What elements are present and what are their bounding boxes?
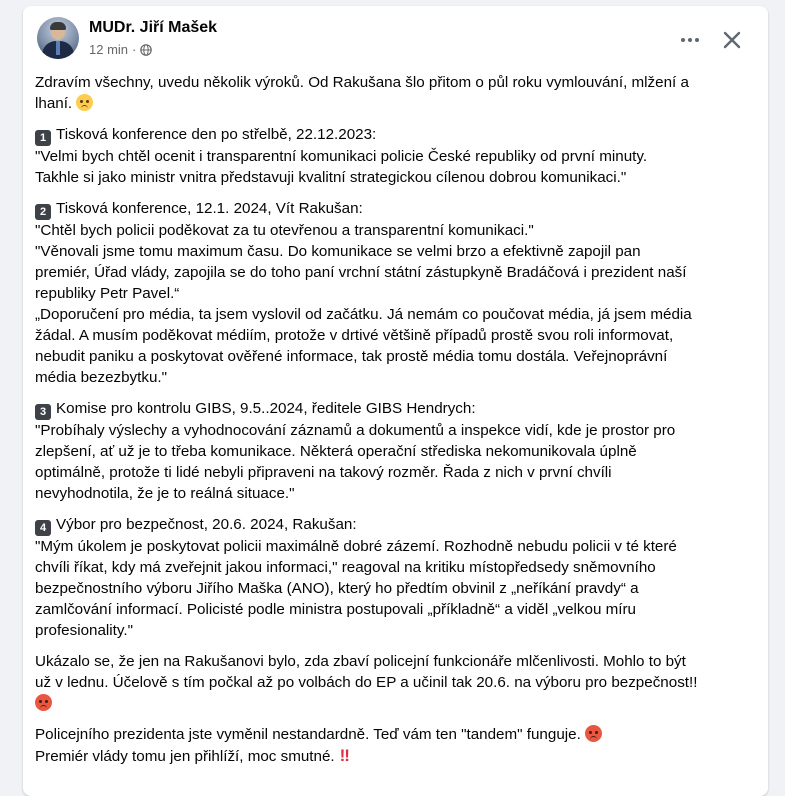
line-text: Tisková konference den po střelbě, 22.12.2023: <box>56 126 377 143</box>
line-text: optimálně, protože ti lidé nebyli připraveni na takový rozměr. Řada z nich v první chvíli <box>35 464 612 481</box>
post-paragraph <box>35 724 760 767</box>
line-text: chvíli říkat, kdy má zveřejnit jakou informaci," reagoval na kritiku místopředsedy sněmovního <box>35 559 656 576</box>
text-line <box>35 536 760 557</box>
text-line <box>35 346 760 367</box>
line-text: zlepšení, ať už je to třeba komunikace. Některá operační střediska nekomunikovala úplně <box>35 443 637 460</box>
line-text: bezpečnostního výboru Jiřího Maška (ANO), který ho předtím obvinil z „neříkání pravdy“ a <box>35 580 639 597</box>
worried-face-icon <box>76 94 93 111</box>
author-avatar[interactable] <box>37 17 79 59</box>
line-text: "Probíhaly výslechy a vyhodnocování záznamů a dokumentů a inspekce vidí, kde je prostor pro <box>35 422 676 439</box>
text-line <box>35 304 760 325</box>
text-line <box>35 124 760 146</box>
line-text: lhaní. <box>35 95 73 112</box>
text-line <box>35 72 760 93</box>
line-text: Komise pro kontrolu GIBS, 9.5..2024, ředitele GIBS Hendrych: <box>56 400 476 417</box>
text-line <box>35 398 760 420</box>
text-line <box>35 441 760 462</box>
text-line <box>35 167 760 188</box>
text-line <box>35 93 760 114</box>
text-line <box>35 557 760 578</box>
line-text: "Věnovali jsme tomu maximum času. Do komunikace se velmi brzo a efektivně zapojil pan <box>35 243 641 260</box>
text-line <box>35 693 760 714</box>
line-text: média bezezbytku." <box>35 369 168 386</box>
text-line <box>35 514 760 536</box>
post-header <box>23 6 768 66</box>
text-line <box>35 724 760 745</box>
line-text: zamlčování informací. Policisté podle ministra postupovali „příkladně“ a viděl „velkou míru <box>35 601 637 618</box>
line-text: "Velmi bych chtěl ocenit i transparentní komunikaci policie České republiky od první minuty. <box>35 148 648 165</box>
line-text: už v lednu. Účelově s tím počkal až po volbách do EP a učinil tak 20.6. na výboru pro bezpečnost!! <box>35 674 698 691</box>
close-icon[interactable] <box>716 24 748 56</box>
line-text: žádal. A musím poděkovat médiím, protože v drtivé většině případů prostě svou roli informovat, <box>35 327 674 344</box>
text-line <box>35 483 760 504</box>
text-line <box>35 325 760 346</box>
line-text: nevyhodnotila, že je to reálná situace." <box>35 485 295 502</box>
line-text: Takhle si jako ministr vnitra představuji kvalitní strategickou cílenou dobrou komunikaci." <box>35 169 627 186</box>
text-line <box>35 462 760 483</box>
post-paragraph <box>35 198 760 388</box>
number-badge-icon: 4 <box>35 520 51 536</box>
text-line <box>35 262 760 283</box>
text-line <box>35 672 760 693</box>
post-paragraph <box>35 651 760 714</box>
globe-icon[interactable] <box>140 44 152 56</box>
post-text <box>35 72 760 777</box>
post-meta <box>89 42 152 57</box>
line-text: premiér, Úřad vlády, zapojila se do toho paní vrchní státní zástupkyně Bradáčová i prezident naší <box>35 264 687 281</box>
more-options-icon[interactable] <box>674 24 706 56</box>
text-line <box>35 146 760 167</box>
post-paragraph <box>35 124 760 188</box>
number-badge-icon: 3 <box>35 404 51 420</box>
line-text: nebudit paniku a poskytovat ověřené informace, tak prostě média tomu dostála. Veřejnoprávní <box>35 348 668 365</box>
double-exclamation-icon: ‼ <box>339 746 348 765</box>
text-line <box>35 578 760 599</box>
post-paragraph <box>35 398 760 504</box>
text-line <box>35 745 760 767</box>
angry-face-icon <box>585 725 602 742</box>
number-badge-icon: 2 <box>35 204 51 220</box>
text-line <box>35 420 760 441</box>
text-line <box>35 651 760 672</box>
meta-separator: · <box>132 42 137 57</box>
line-text: „Doporučení pro média, ta jsem vyslovil od začátku. Já nemám co poučovat média, já jsem média <box>35 306 692 323</box>
line-text: Tisková konference, 12.1. 2024, Vít Rakušan: <box>56 200 363 217</box>
line-text: Policejního prezidenta jste vyměnil nestandardně. Teď vám ten "tandem" funguje. <box>35 726 581 743</box>
post-time[interactable]: 12 min <box>89 42 129 57</box>
text-line <box>35 283 760 304</box>
line-text: Ukázalo se, že jen na Rakušanovi bylo, zda zbaví policejní funkcionáře mlčenlivosti. Mohlo to být <box>35 653 686 670</box>
author-name[interactable]: MUDr. Jiří Mašek <box>89 19 218 36</box>
angry-face-icon <box>35 694 52 711</box>
text-line <box>35 241 760 262</box>
post-card <box>23 6 768 796</box>
post-paragraph <box>35 72 760 114</box>
line-text: "Mým úkolem je poskytovat policii maximálně dobré zázemí. Rozhodně nebudu policii v té které <box>35 538 677 555</box>
line-text: "Chtěl bych policii poděkovat za tu otevřenou a transparentní komunikaci." <box>35 222 534 239</box>
line-text: profesionality." <box>35 622 133 639</box>
text-line <box>35 620 760 641</box>
text-line <box>35 220 760 241</box>
line-text: Zdravím všechny, uvedu několik výroků. Od Rakušana šlo přitom o půl roku vymlouvání, mlžení a <box>35 74 689 91</box>
line-text: Výbor pro bezpečnost, 20.6. 2024, Rakušan: <box>56 516 357 533</box>
text-line <box>35 599 760 620</box>
text-line <box>35 198 760 220</box>
line-text: republiky Petr Pavel.“ <box>35 285 180 302</box>
text-line <box>35 367 760 388</box>
number-badge-icon: 1 <box>35 130 51 146</box>
line-text: Premiér vlády tomu jen přihlíží, moc smutné. <box>35 748 335 765</box>
post-paragraph <box>35 514 760 641</box>
